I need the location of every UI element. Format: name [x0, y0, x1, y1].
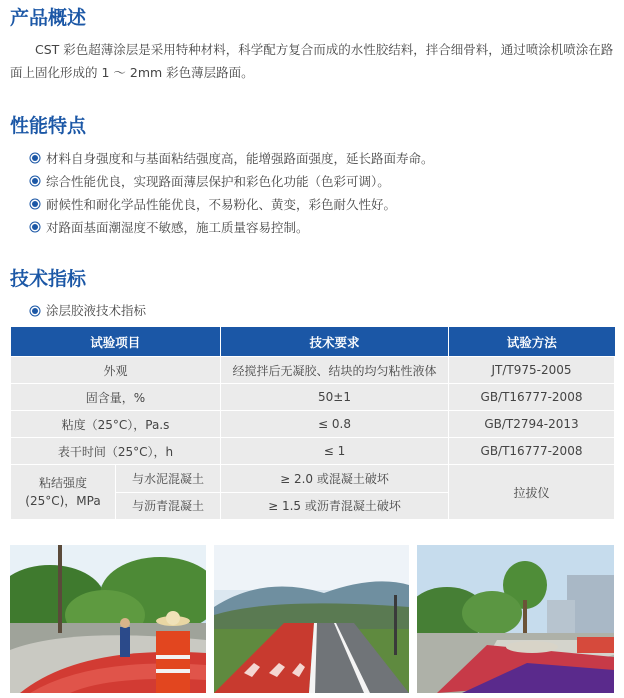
bond-sub-cement: 与水泥混凝土	[116, 465, 220, 493]
photo-plaza-pavement	[417, 545, 614, 693]
cell-method: GB/T16777-2008	[449, 438, 615, 465]
cell-method: GB/T16777-2008	[449, 384, 615, 411]
bullet-icon	[32, 201, 38, 207]
bond-label: 粘结强度 (25°C)，MPa	[11, 465, 116, 519]
table-row	[11, 438, 615, 465]
photo-strip	[10, 545, 614, 693]
table-row	[11, 411, 615, 438]
bond-substrates	[116, 465, 220, 519]
bullet-icon	[32, 155, 38, 161]
features-title: 性能特点	[10, 115, 87, 137]
photo-worker-spraying	[10, 545, 206, 693]
cell-bond-method: 拉拔仪	[449, 465, 615, 520]
bullet-icon	[32, 308, 38, 314]
table-header-row	[11, 327, 615, 357]
feature-item: 综合性能优良，实现路面薄层保护和彩色化功能（色彩可调）。	[32, 170, 434, 193]
table-row	[11, 357, 615, 384]
cell-req-asphalt: ≥ 1.5 或沥青混凝土破坏	[221, 492, 449, 520]
features-list	[32, 147, 434, 239]
bullet-icon	[32, 178, 38, 184]
specs-title: 技术指标	[10, 268, 87, 290]
table-row	[11, 384, 615, 411]
photo-red-bike-lane	[214, 545, 409, 693]
cell-req: ≤ 1	[221, 438, 449, 465]
header-test-item: 试验项目	[11, 327, 221, 357]
cell-item: 外观	[11, 357, 221, 384]
feature-item: 材料自身强度和与基面粘结强度高，能增强路面强度，延长路面寿命。	[32, 147, 434, 170]
table-row-bond	[11, 465, 615, 493]
cell-method: JT/T975-2005	[449, 357, 615, 384]
feature-item: 耐候性和耐化学品性能优良，不易粉化、黄变，彩色耐久性好。	[32, 193, 434, 216]
bullet-icon	[32, 224, 38, 230]
overview-text: CST 彩色超薄涂层是采用特种材料，科学配方复合而成的水性胶结料，拌合细骨料，通过喷涂机喷涂在路面上固化形成的 1 ～ 2mm 彩色薄层路面。	[10, 42, 614, 80]
overview-title: 产品概述	[10, 7, 87, 29]
cell-item: 表干时间（25°C），h	[11, 438, 221, 465]
cell-req: 50±1	[221, 384, 449, 411]
specs-subtitle: 涂层胶液技术指标	[32, 301, 146, 321]
cell-method: GB/T2794-2013	[449, 411, 615, 438]
header-requirement: 技术要求	[221, 327, 449, 357]
feature-item: 对路面基面潮湿度不敏感，施工质量容易控制。	[32, 216, 434, 239]
bond-sub-asphalt: 与沥青混凝土	[131, 499, 204, 514]
cell-bond-group	[11, 465, 221, 520]
cell-item: 粘度（25°C），Pa.s	[11, 411, 221, 438]
header-method: 试验方法	[449, 327, 615, 357]
cell-req: ≤ 0.8	[221, 411, 449, 438]
cell-req-cement: ≥ 2.0 或混凝土破坏	[221, 465, 449, 493]
cell-req: 经搅拌后无凝胶、结块的均匀粘性液体	[221, 357, 449, 384]
spec-table	[10, 327, 615, 520]
cell-item: 固含量，%	[11, 384, 221, 411]
